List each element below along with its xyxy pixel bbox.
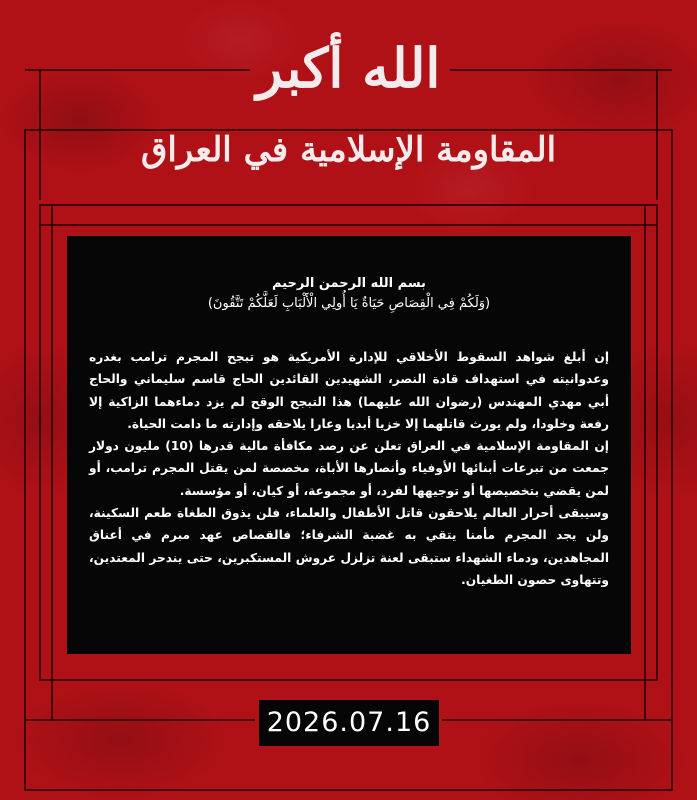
paragraph-2: إن المقاومة الإسلامية في العراق تعلن عن رصد مكافأة مالية قدرها (10) مليون دولار جمعت من تبرعات أبنائها الأوفياء وأنصارها الأباة، مخصصة لمن يقتل المجرم ترامب، أو لمن يقضي بتخصيصها أو توجيهها لفرد، أو مجموعة، أو كيان، أو مؤسسة.: [89, 439, 609, 498]
statement-panel: [67, 236, 631, 654]
paragraph-3: وسيبقى أحرار العالم يلاحقون قاتل الأطفال والعلماء، فلن يذوق الطغاة طعم السكينة، ولن يجد المجرم مأمنا يتقي به غضبة الشرفاء؛ فالقصاص عهد مبرم في أعناق المجاهدين، ودماء الشهداء ستبقى لعنة تزلزل عروش المستكبرين، حتى يندحر المعتدين، وتتهاوى حصون الطغيان.: [89, 506, 609, 587]
quran-verse: (وَلَكُمْ فِي الْقِصَاصِ حَيَاةٌ يَا أُولِي الْأَلْبَابِ لَعَلَّكُمْ تَتَّقُونَ): [207, 296, 491, 311]
group-name-calligraphy: المقاومة الإسلامية في العراق: [140, 130, 557, 170]
header: [0, 30, 697, 200]
paragraph-1: إن أبلغ شواهد السقوط الأخلاقي للإدارة الأمريكية هو تبجح المجرم ترامب بغدره وعدوانيته في استهداف قادة النصر، الشهيدين القائدين الحاج قاسم سليماني والحاج أبي مهدي المهندس (رضوان الله عليهما) هذا التبجح الوقح لم يزد دماءهما الزاكية إلا رفعة وخلودا، ولم يورث قاتلهما إلا خزيا أبديا وعارا يلاحقه وإدارته ما دامت الحياة.: [89, 350, 609, 431]
takbir-calligraphy: الله أكبر: [256, 36, 441, 100]
statement-content: [89, 274, 609, 591]
basmala: بسم الله الرحمن الرحيم: [272, 276, 426, 291]
date-label: 2026.07.16: [259, 700, 439, 746]
